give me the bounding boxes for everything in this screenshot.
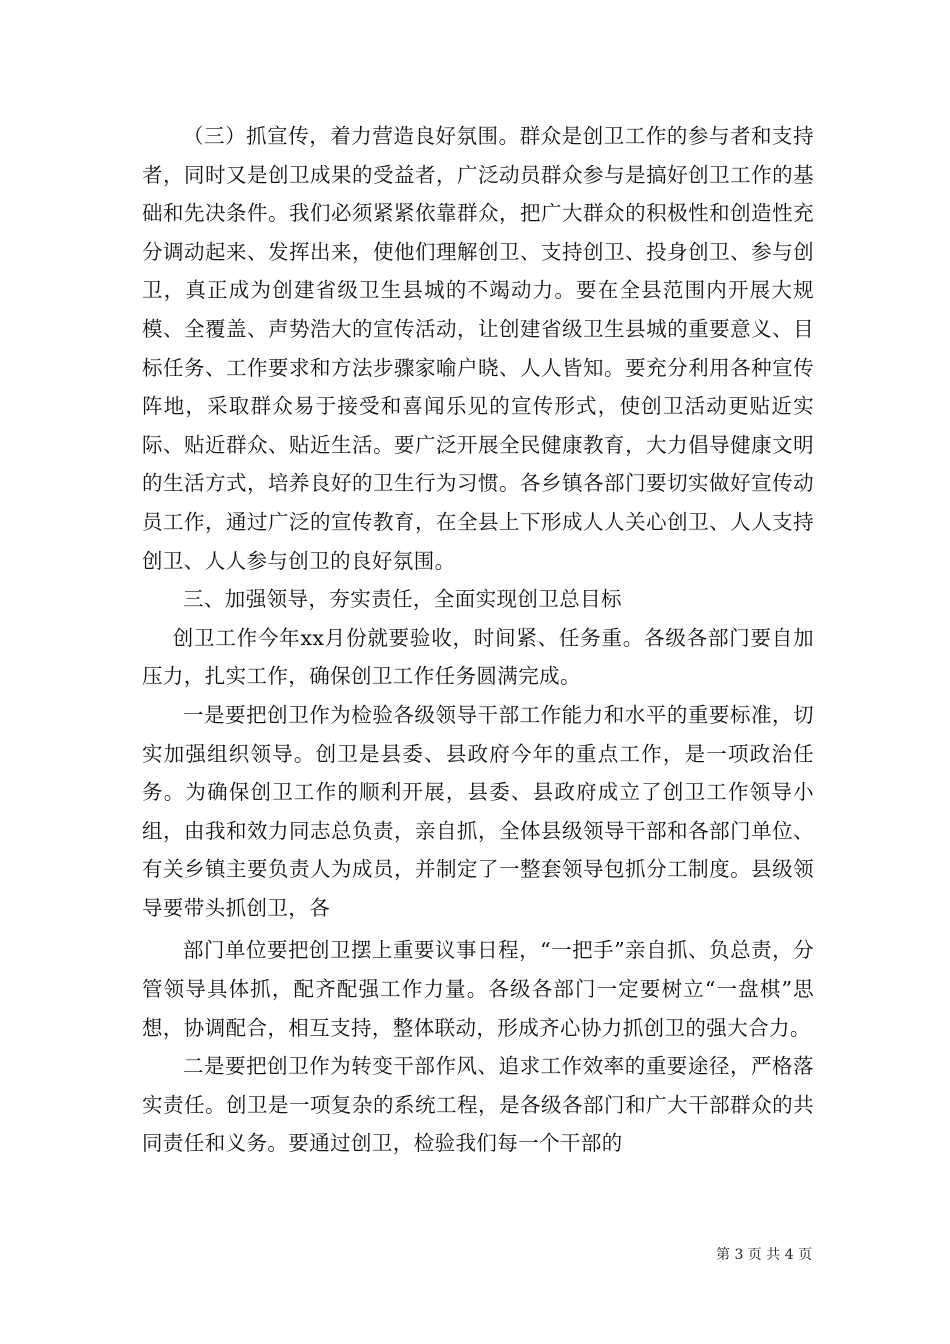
paragraph-acceptance: 创卫工作今年xx月份就要验收，时间紧、任务重。各级各部门要自加压力，扎实工作，确保创卫工作任务圆满完成。 (142, 625, 814, 689)
section-heading-leadership: 三、加强领导，夯实责任，全面实现创卫总目标 (183, 587, 622, 612)
document-body (142, 117, 814, 1163)
paragraph-second-point: 二是要把创卫作为转变干部作风、追求工作效率的重要途径，严格落实责任。创卫是一项复杂的系统工程，是各级各部门和广大干部群众的共同责任和义务。要通过创卫，检验我们每一个干部的 (142, 1054, 814, 1156)
page-number-footer: 第 3 页 共 4 页 (716, 1247, 813, 1263)
paragraph-first-point-continued: 部门单位要把创卫摆上重要议事日程，“一把手”亲自抓、负总责，分管领导具体抓，配齐配强工作力量。各级各部门一定要树立“一盘棋”思想，协调配合，相互支持，整体联动，形成齐心协力抓创卫的强大合力。 (142, 938, 814, 1040)
paragraph-propaganda: （三）抓宣传，着力营造良好氛围。群众是创卫工作的参与者和支持者，同时又是创卫成果的受益者，广泛动员群众参与是搞好创卫工作的基础和先决条件。我们必须紧紧依靠群众，把广大群众的积极性和创造性充分调动起来、发挥出来，使他们理解创卫、支持创卫、投身创卫、参与创卫，真正成为创建省级卫生县城的不竭动力。要在全县范围内开展大规模、全覆盖、声势浩大的宣传活动，让创建省级卫生县城的重要意义、目标任务、工作要求和方法步骤家喻户晓、人人皆知。要充分利用各种宣传阵地，采取群众易于接受和喜闻乐见的宣传形式，使创卫活动更贴近实际、贴近群众、贴近生活。要广泛开展全民健康教育，大力倡导健康文明的生活方式，培养良好的卫生行为习惯。各乡镇各部门要切实做好宣传动员工作，通过广泛的宣传教育，在全县上下形成人人关心创卫、人人支持创卫、人人参与创卫的良好氛围。 (142, 124, 814, 573)
paragraph-first-point: 一是要把创卫作为检验各级领导干部工作能力和水平的重要标准，切实加强组织领导。创卫是县委、县政府今年的重点工作，是一项政治任务。为确保创卫工作的顺利开展，县委、县政府成立了创卫工作领导小组，由我和效力同志总负责，亲自抓，全体县级领导干部和各部门单位、有关乡镇主要负责人为成员，并制定了一整套领导包抓分工制度。县级领导要带头抓创卫，各 (142, 702, 814, 920)
